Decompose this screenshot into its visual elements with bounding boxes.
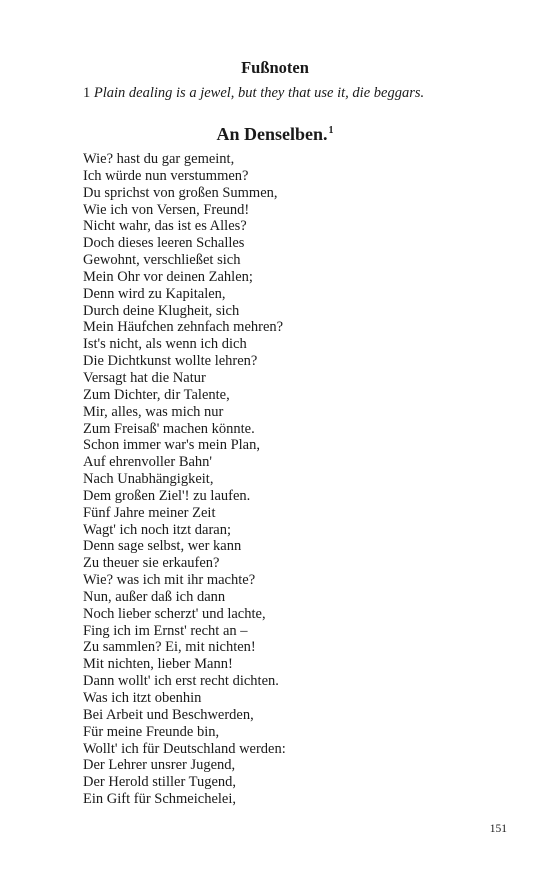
poem-line: Zum Freisaß' machen könnte. xyxy=(83,420,255,437)
footnote-text: Plain dealing is a jewel, but they that use it, die beggars. xyxy=(93,85,425,101)
footnote-number: 1 xyxy=(83,85,91,101)
poem-line: Gewohnt, verschließet sich xyxy=(83,252,241,269)
poem-line: Mein Häufchen zehnfach mehren? xyxy=(83,319,284,336)
poem-line: Ich würde nun verstummen? xyxy=(83,167,249,184)
poem-line: Die Dichtkunst wollte lehren? xyxy=(83,353,258,370)
poem-line: Noch lieber scherzt' und lachte, xyxy=(83,605,266,622)
poem-line: Zum Dichter, dir Talente, xyxy=(83,386,230,403)
poem-body xyxy=(83,151,286,808)
poem-line: Durch deine Klugheit, sich xyxy=(83,302,240,319)
poem-line: Fünf Jahre meiner Zeit xyxy=(83,504,216,521)
poem-line: Ein Gift für Schmeichelei, xyxy=(83,791,237,808)
poem-line: Doch dieses leeren Schalles xyxy=(83,235,245,252)
poem-line: Denn wird zu Kapitalen, xyxy=(83,285,226,302)
poem-line: Mein Ohr vor deinen Zahlen; xyxy=(83,268,253,285)
poem-title-text: An Denselben. xyxy=(216,124,328,144)
poem-line: Mit nichten, lieber Mann! xyxy=(83,656,233,673)
poem-line: Ist's nicht, als wenn ich dich xyxy=(83,336,247,353)
poem-line: Du sprichst von großen Summen, xyxy=(83,184,278,201)
poem-line: Wie? was ich mit ihr machte? xyxy=(83,572,256,589)
page-number: 151 xyxy=(489,823,507,835)
footnotes-heading: Fußnoten xyxy=(241,58,309,77)
poem-line: Für meine Freunde bin, xyxy=(83,723,220,740)
poem-title xyxy=(0,123,550,145)
poem-line: Dann wollt' ich erst recht dichten. xyxy=(83,673,279,690)
poem-line: Auf ehrenvoller Bahn' xyxy=(83,454,213,471)
poem-line: Schon immer war's mein Plan, xyxy=(83,437,260,454)
poem-line: Zu theuer sie erkaufen? xyxy=(83,555,220,572)
poem-line: Denn sage selbst, wer kann xyxy=(83,538,242,555)
poem-line: Was ich itzt obenhin xyxy=(83,690,202,706)
poem-line: Wie ich von Versen, Freund! xyxy=(83,201,250,218)
poem-line: Wie? hast du gar gemeint, xyxy=(83,151,235,167)
poem-line: Nach Unabhängigkeit, xyxy=(83,471,214,488)
poem-line: Versagt hat die Natur xyxy=(83,369,206,386)
poem-title-footnote-marker: 1 xyxy=(328,125,334,136)
poem-line: Mir, alles, was mich nur xyxy=(83,403,224,420)
poem-line: Der Herold stiller Tugend, xyxy=(83,774,237,791)
poem-line: Dem großen Ziel'! zu laufen. xyxy=(83,487,251,504)
poem-line: Der Lehrer unsrer Jugend, xyxy=(83,757,236,774)
poem-line: Nicht wahr, das ist es Alles? xyxy=(83,218,247,235)
poem-line: Bei Arbeit und Beschwerden, xyxy=(83,706,254,723)
poem-line: Fing ich im Ernst' recht an – xyxy=(83,622,248,639)
poem-line: Nun, außer daß ich dann xyxy=(83,588,226,605)
poem-line: Zu sammlen? Ei, mit nichten! xyxy=(83,639,256,656)
poem-line: Wagt' ich noch itzt daran; xyxy=(83,521,232,538)
poem-line: Wollt' ich für Deutschland werden: xyxy=(83,740,286,757)
footnote-item xyxy=(83,84,424,102)
